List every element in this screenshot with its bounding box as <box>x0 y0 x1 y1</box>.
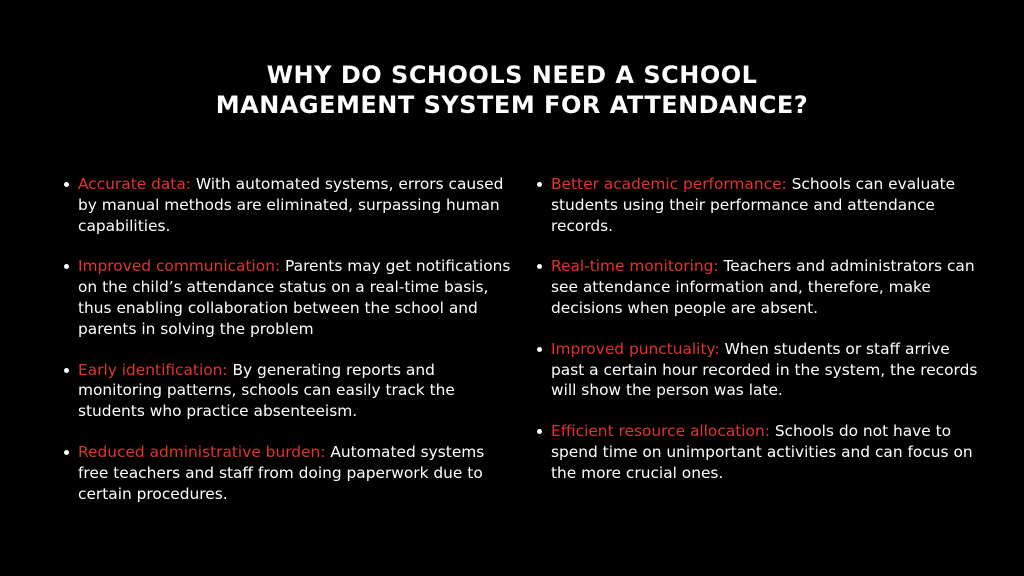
item-text: When students or staff arrive past a certain hour recorded in the system, the records will show the person was late. <box>551 339 978 400</box>
bullet-icon <box>537 182 542 187</box>
list-item-academic-performance <box>535 174 985 236</box>
list-item-early-identification <box>62 360 514 422</box>
list-item-accurate-data <box>62 174 514 236</box>
bullet-icon <box>537 264 542 269</box>
bullet-icon <box>64 182 69 187</box>
item-heading: Real-time monitoring: <box>551 257 719 276</box>
item-text: Automated systems free teachers and staff from doing paperwork due to certain procedures. <box>78 442 485 503</box>
title-line-1: WHY DO SCHOOLS NEED A SCHOOL <box>266 61 758 89</box>
item-heading: Accurate data: <box>78 175 191 193</box>
item-text: Schools do not have to spend time on unimportant activities and can focus on the more crucial ones. <box>551 422 973 482</box>
item-heading: Improved communication: <box>78 257 281 276</box>
list-item-resource-allocation <box>535 421 985 483</box>
bullet-icon <box>537 347 542 352</box>
list-item-real-time-monitoring <box>535 256 985 318</box>
item-text: By generating reports and monitoring patterns, schools can easily track the students who practice absenteeism. <box>78 360 455 421</box>
item-text: Teachers and administrators can see attendance information and, therefore, make decisions when people are absent. <box>551 257 975 317</box>
bullet-icon <box>64 368 69 373</box>
item-heading: Reduced administrative burden: <box>78 442 326 461</box>
item-text: Schools can evaluate students using their performance and attendance records. <box>551 175 956 235</box>
title-line-2: MANAGEMENT SYSTEM FOR ATTENDANCE? <box>215 91 809 119</box>
item-heading: Better academic performance: <box>551 175 787 193</box>
item-heading: Efficient resource allocation: <box>551 422 770 441</box>
bullet-icon <box>537 429 542 434</box>
list-item-reduced-burden <box>62 442 514 504</box>
left-column-list <box>62 174 514 524</box>
item-heading: Early identification: <box>78 360 228 379</box>
item-heading: Improved punctuality: <box>551 339 720 358</box>
list-item-improved-communication <box>62 256 514 339</box>
item-text: With automated systems, errors caused by manual methods are eliminated, surpassing human capabilities. <box>78 175 504 235</box>
bullet-icon <box>64 450 69 455</box>
right-column-list <box>535 174 985 504</box>
item-text: Parents may get notifications on the child’s attendance status on a real-time basis, thus enabling collaboration between the school and parents in solving the problem <box>78 257 511 338</box>
list-item-improved-punctuality <box>535 339 985 401</box>
page-title <box>0 60 1024 120</box>
bullet-icon <box>64 264 69 269</box>
